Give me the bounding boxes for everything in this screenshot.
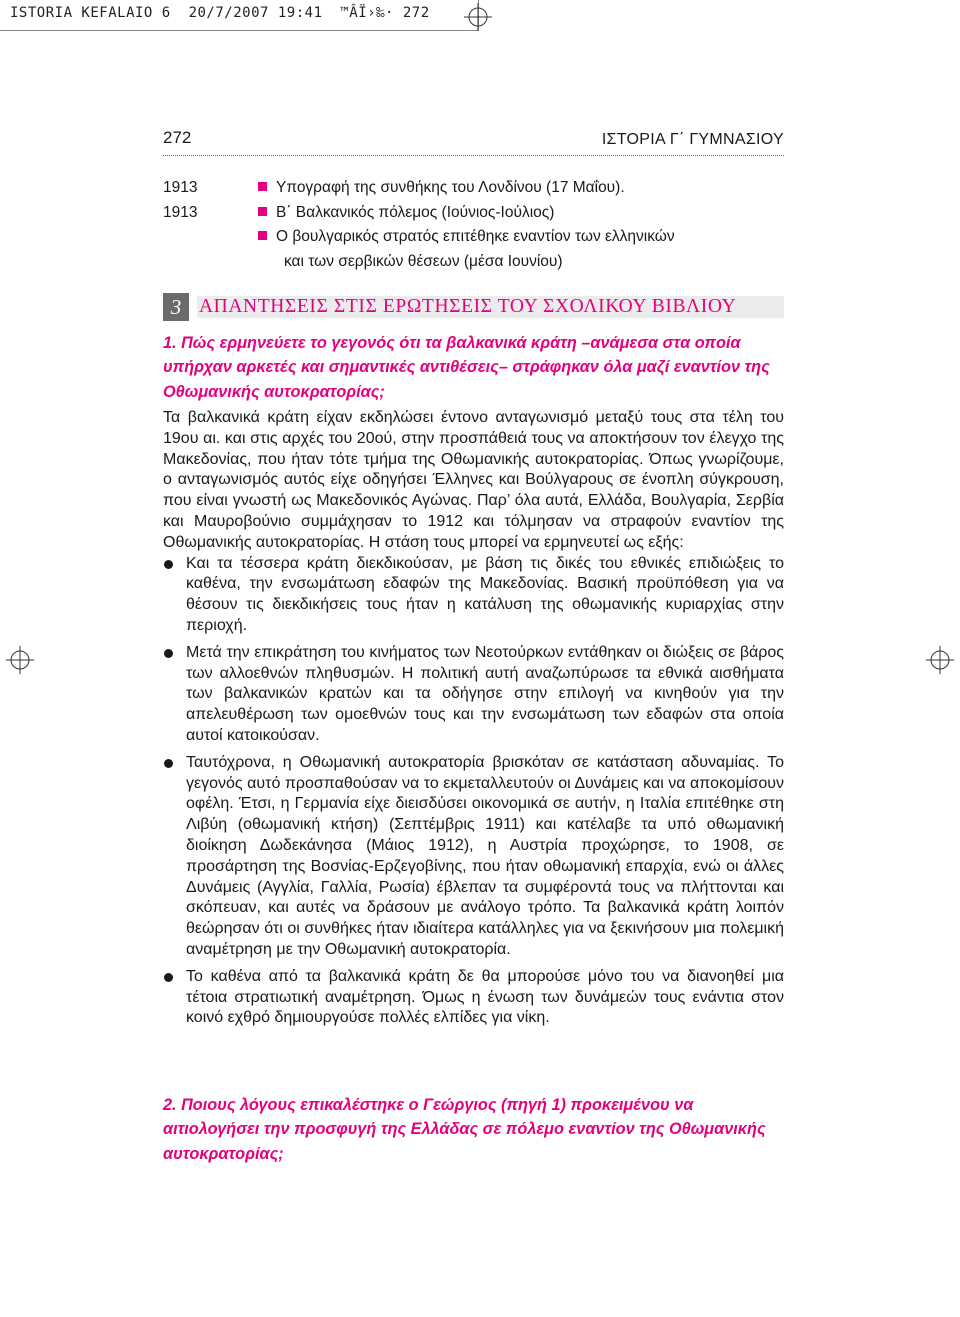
square-bullet-icon [258, 207, 267, 216]
round-bullet-icon [164, 973, 173, 982]
running-title: ΙΣΤΟΡΙΑ Γ΄ ΓΥΜΝΑΣΙΟΥ [601, 131, 784, 148]
round-bullet-icon [164, 560, 173, 569]
question-1: 1. Πώς ερμηνεύετε το γεγονός ότι τα βαλκανικά κράτη –ανάμεσα στα οποία υπήρχαν αρκετές και σημαντικές αντιθέσεις– στράφηκαν όλα μαζί εναντίον της Οθωμανικής αυτοκρατορίας; [163, 334, 770, 401]
section-title: ΑΠΑΝΤΗΣΕΙΣ ΣΤΙΣ ΕΡΩΤΗΣΕΙΣ ΤΟΥ ΣΧΟΛΙΚΟΥ ΒΙΒΛΙΟΥ [199, 296, 737, 317]
chronology-list [163, 176, 784, 274]
round-bullet-icon [164, 759, 173, 768]
list-item-text: Το καθένα από τα βαλκανικά κράτη δε θα μπορούσε μόνο του να διανοηθεί μια τέτοια στρατιωτική αναμέτρηση. Όμως η ένωση των δυνάμεών τους ενάντια στον κοινό εχθρό δημιουργούσε πολλές ελπίδες για νίκη. [186, 967, 784, 1027]
chronology-item [163, 225, 784, 250]
chronology-text: Ο βουλγαρικός στρατός επιτέθηκε εναντίον των ελληνικών [276, 228, 675, 245]
answer-intro: Τα βαλκανικά κράτη είχαν εκδηλώσει έντονο ανταγωνισμό μεταξύ τους στα τέλη του 19ου αι. και στις αρχές του 20ού, στην προσπάθειά τους να αποκτήσουν τον έλεγχο της Μακεδονίας, που ήταν τότε τμήμα της Οθωμανικής αυτοκρατορίας. Όπως γνωρίζουμε, ο ανταγωνισμός αυτός είχε οδηγήσει Έλληνες και Βούλγαρους σε ένοπλη σύγκρουση, που είναι γνωστή ως Μακεδονικός Αγώνας. Παρ’ όλα αυτά, Ελλάδα, Βουλγαρία, Σερβία και Μαυροβούνιο συμμάχησαν το 1912 και τόλμησαν να στραφούν εναντίον της Οθωμανικής αυτοκρατορίας. Η στάση τους μπορεί να ερμηνευτεί ως εξής: [163, 409, 784, 551]
chronology-year: 1913 [163, 179, 198, 196]
registration-mark-icon [464, 3, 492, 31]
list-item-text: Μετά την επικράτηση του κινήματος των Νεοτούρκων εντάθηκαν οι διώξεις σε βάρος των αλλοεθνών πληθυσμών. Η πολιτική αυτή αναζωπύρωσε τα εθνικά αισθήματα των βαλκανικών κρατών και τα οδήγησε στην επιλογή να κινηθούν για την απελευθέρωση των ομοεθνών τους και την ενσωμάτωση των εδαφών στα οποία αυτοί κατοικούσαν. [186, 643, 784, 744]
list-item [163, 753, 784, 961]
list-item [163, 554, 784, 637]
round-bullet-icon [164, 649, 173, 658]
page-number: 272 [163, 128, 192, 147]
question-2: 2. Ποιους λόγους επικαλέστηκε ο Γεώργιος (πηγή 1) προκειμένου να αιτιολογήσει την προσφυγή της Ελλάδας σε πόλεμο εναντίον της Οθωμανικής αυτοκρατορίας; [163, 1096, 766, 1163]
square-bullet-icon [258, 182, 267, 191]
registration-mark-icon [926, 646, 954, 674]
chronology-item [163, 201, 784, 226]
chronology-year: 1913 [163, 203, 198, 221]
section-header [163, 293, 784, 323]
list-item-text: Και τα τέσσερα κράτη διεκδικούσαν, με βάση τις δικές του εθνικές επιδιώξεις το καθένα, την ενσωμάτωση εδαφών της Μακεδονίας. Βασική προϋπόθεση για να θέσουν τις διεκδικήσεις τους ήταν η κατάλυση της οθωμανικής κυριαρχίας στην περιοχή. [186, 554, 784, 634]
answer-1 [163, 408, 784, 1029]
printer-slug [0, 0, 479, 31]
chronology-text: Υπογραφή της συνθήκης του Λονδίνου (17 Μαΐου). [276, 179, 625, 196]
chronology-continuation: και των σερβικών θέσεων (μέσα Ιουνίου) [284, 252, 563, 270]
square-bullet-icon [258, 231, 267, 240]
chronology-item [163, 176, 784, 201]
header-rule [163, 155, 784, 156]
registration-mark-icon [6, 646, 34, 674]
slug-text: ISTORIA KEFALAIO 6 20/7/2007 19:41 ™ÂÏ›‰· 272 [10, 5, 430, 21]
section-number-badge: 3 [163, 293, 189, 321]
list-item [163, 643, 784, 747]
chronology-text: Β΄ Βαλκανικός πόλεμος (Ιούνιος-Ιούλιος) [276, 203, 555, 221]
list-item-text: Ταυτόχρονα, η Οθωμανική αυτοκρατορία βρισκόταν σε κατάσταση αδυναμίας. Το γεγονός αυτό προσπαθούσαν να το εκμεταλλευτούν οι Δυνάμεις και να αποκομίσουν οφέλη. Έτσι, η Γερμανία είχε διεισδύσει οικονομικά σε αυτήν, η Ιταλία επιτέθηκε στη Λιβύη (οθωμανική κτήση) (Σεπτέμβρις 1911) και κατέλαβε τα υπό οθωμανική διοίκηση Δωδεκάνησα (Μάιος 1912), η Αυστρία προχώρησε, το 1908, σε προσάρτηση της Βοσνίας-Ερζεγοβίνης, που ήταν οθωμανική επαρχία, ενώ οι άλλες Δυνάμεις (Αγγλία, Γαλλία, Ρωσία) έβλεπαν τα συμφέροντά τους να πλήττονται και σκόπευαν, και αυτές να δράσουν με ανάλογο τρόπο. Τα βαλκανικά κράτη λοιπόν θεώρησαν ότι οι συνθήκες ήταν ιδιαίτερα κατάλληλες για να ξεκινήσουν μια πολεμική αναμέτρηση με την Οθωμανική αυτοκρατορία. [186, 753, 784, 958]
list-item [163, 967, 784, 1029]
answer-bullet-list [163, 554, 784, 1030]
